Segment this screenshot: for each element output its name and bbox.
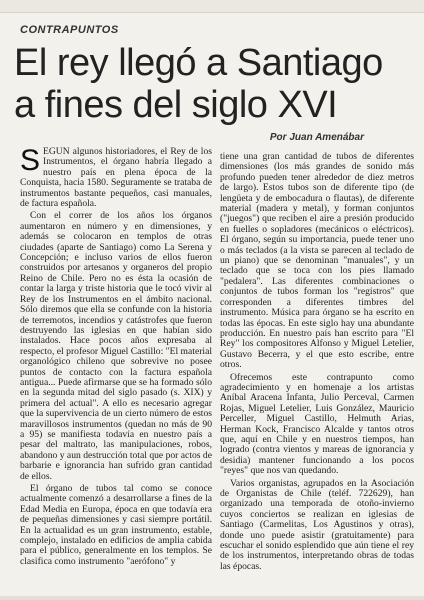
- paragraph: Ofrecemos este contrapunto como agradecimiento y en homenaje a los artistas Aníbal Aracena Infanta, Julio Perceval, Carmen Rojas, Miguel Letelier, Luis González, Mauricio Perceller, Miguel Castillo, Helmuth Arias, Herman Kock, Francisco Alcalde y tantos otros que, aquí en Chile y en nuestros tiempos, han logrado (contra vientos y mareas de ignorancia y desidia) mantener funcionando a los pocos "reyes" que nos van quedando.: [220, 371, 414, 477]
- clipping-top-edge: [0, 0, 424, 13]
- headline-line-2: a fines del siglo XVI: [14, 84, 338, 126]
- drop-cap: S: [20, 147, 41, 177]
- paragraph-text: EGUN algunos historiadores, el Rey de los Instrumentos, el órgano habría llegado a nuestro país en plena época de la Conquista, hacia 1580. Seguramente se trataba de instrumentos bastante pequeños, casi manuales, de factura española.: [20, 147, 212, 210]
- section-kicker: CONTRAPUNTOS: [20, 24, 119, 36]
- article-column-1: [20, 147, 212, 587]
- paragraph: El órgano de tubos tal como se conoce actualmente comenzó a desarrollarse a fines de la Edad Media en Europa, época en que todavía era de pequeñas dimensiones y casi siempre portátil. En la actualidad es un gran instrumento, estable, complejo, instalado en edificios de amplia cabida para el público, generalmente en los templos. Se clasifica como instrumento "aerófono" y: [20, 483, 212, 567]
- paragraph: [20, 147, 212, 209]
- byline: Por Juan Amenábar: [269, 132, 364, 143]
- headline: [14, 42, 414, 126]
- headline-line-1: El rey llegó a Santiago: [14, 42, 383, 84]
- article-column-2: [220, 152, 414, 592]
- paragraph: tiene una gran cantidad de tubos de diferentes dimensiones (los más grandes de sonido más profundo pueden tener alrededor de diez metros de largo). Estos tubos son de diferente tipo (de lengüeta y de embocadura o flautas), de diferente material (madera y metal), y forman conjuntos ("juegos") que reciben el aire a presión producido en fuelles o sopladores (mecánicos o eléctricos). El órgano, según su importancia, puede tener uno o más teclados (a la vista se parecen al teclado de un piano) que se denominan "manuales", y un teclado que se toca con los pies llamado "pedalera". Las diferentes combinaciones o conjuntos de tubos forman los "registros" que corresponden a diferentes timbres del instrumento. Música para órgano se ha escrito en todas las épocas. En este siglo hay una abundante producción. En nuestro país han escrito para "El Rey" los compositores Alfonso y Miguel Letelier, Gustavo Becerra, y el que esto escribe, entre otros.: [220, 152, 414, 371]
- paragraph: Con el correr de los años los órganos aumentaron en número y en dimensiones, y además se colocaron en templos de otras ciudades (aparte de Santiago) como La Serena y Concepción; e incluso varios de ellos fueron construidos por artesanos y organeros del propio Reino de Chile. Pero no es ésta la ocasión de contar la larga y triste historia que le tocó vivir al Rey de los Instrumentos en el ámbito nacional. Sólo diremos que ella se confunde con la historia de terremotos, incendios y catástrofes que fueron destruyendo las iglesias en que habían sido instalados. Hace pocos años expresaba al respecto, el profesor Miguel Castillo: "El material organológico chileno que sobrevive no posee puntos de contacto con la factura española antigua... Puede afirmarse que se ha formado sólo en la segunda mitad del siglo pasado (s. XIX) y primera del actual". A ello es necesario agregar que la supervivencia de un cierto número de estos maravillosos instrumentos (quedan no más de 90 a 95) se manifiesta todavía en nuestro país a pesar del maltrato, las manipulaciones, robos, abandono y aun destrucción total que por actos de barbarie e ignorancia han sufrido gran cantidad de ellos.: [20, 210, 212, 482]
- paragraph: Varios organistas, agrupados en la Asociación de Organistas de Chile (teléf. 722629), han organizado una temporada de otoño-invierno cuyos conciertos se realizan en iglesias de Santiago (Carmelitas, Los Agustinos y otras), donde uno puede asistir (gratuitamente) para escuchar el sonido esplendido que aún tiene el rey de los instrumentos, interpretando obras de todas las épocas.: [220, 477, 414, 572]
- clipping-bottom-edge: [0, 596, 424, 600]
